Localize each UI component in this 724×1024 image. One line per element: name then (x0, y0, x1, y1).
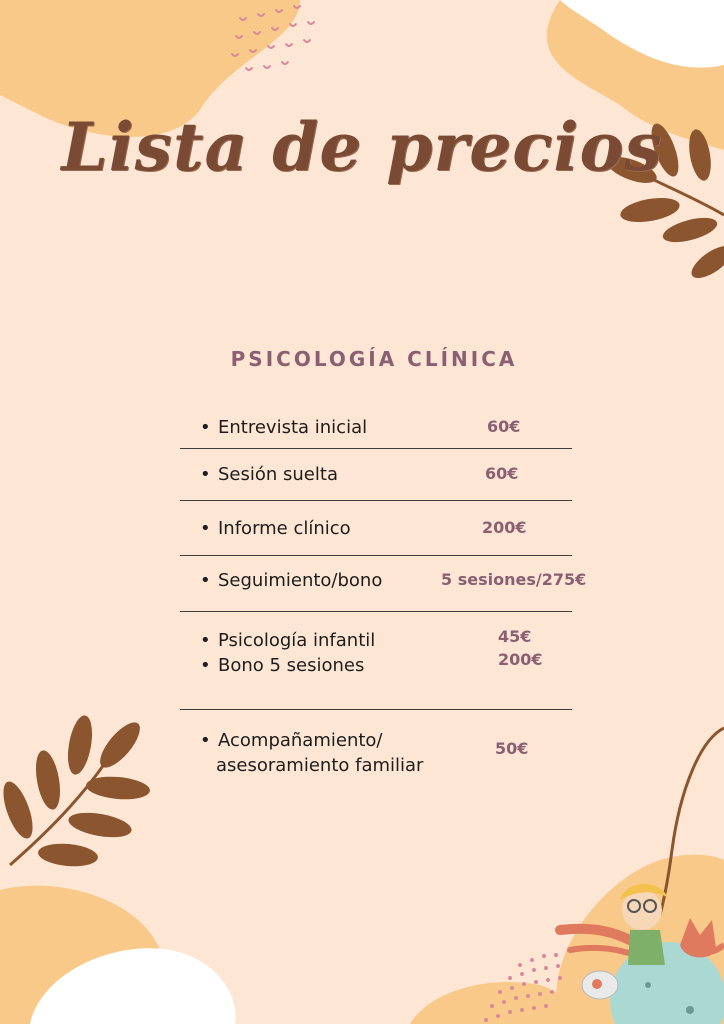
list-item (200, 516, 351, 541)
bullet-icon: • (200, 630, 211, 651)
bottom-center-orange-blob (410, 982, 580, 1024)
item-price: 200€ (498, 650, 543, 669)
divider (180, 709, 572, 710)
divider (180, 555, 572, 556)
item-price: 45€ (498, 627, 532, 646)
list-item (200, 628, 375, 653)
item-price: 200€ (482, 518, 527, 537)
divider (180, 448, 572, 449)
item-label: Entrevista inicial (218, 417, 368, 438)
bullet-icon: • (200, 417, 211, 438)
item-label: Sesión suelta (218, 464, 338, 485)
item-label: Seguimiento/bono (218, 570, 383, 591)
item-label-continuation: asesoramiento familiar (216, 755, 424, 776)
item-label: Acompañamiento/ (218, 730, 383, 751)
item-label: Bono 5 sesiones (218, 655, 365, 676)
page-title: Lista de precios (61, 108, 663, 186)
divider (180, 500, 572, 501)
bullet-icon: • (200, 730, 211, 751)
bullet-icon: • (200, 464, 211, 485)
bullet-icon: • (200, 518, 211, 539)
list-item (200, 653, 364, 678)
bullet-icon: • (200, 570, 211, 591)
bullet-icon: • (200, 655, 211, 676)
item-label: Informe clínico (218, 518, 351, 539)
list-item (200, 462, 338, 487)
item-price: 50€ (495, 739, 529, 758)
item-price: 60€ (485, 464, 519, 483)
list-item (200, 728, 383, 753)
item-price: 60€ (487, 417, 521, 436)
divider (180, 611, 572, 612)
section-title: PSICOLOGÍA CLÍNICA (230, 347, 518, 371)
leaf-branch-icon (0, 714, 151, 869)
item-label: Psicología infantil (218, 630, 376, 651)
list-item (200, 568, 382, 593)
list-item (200, 415, 367, 440)
item-price: 5 sesiones/275€ (441, 570, 587, 589)
